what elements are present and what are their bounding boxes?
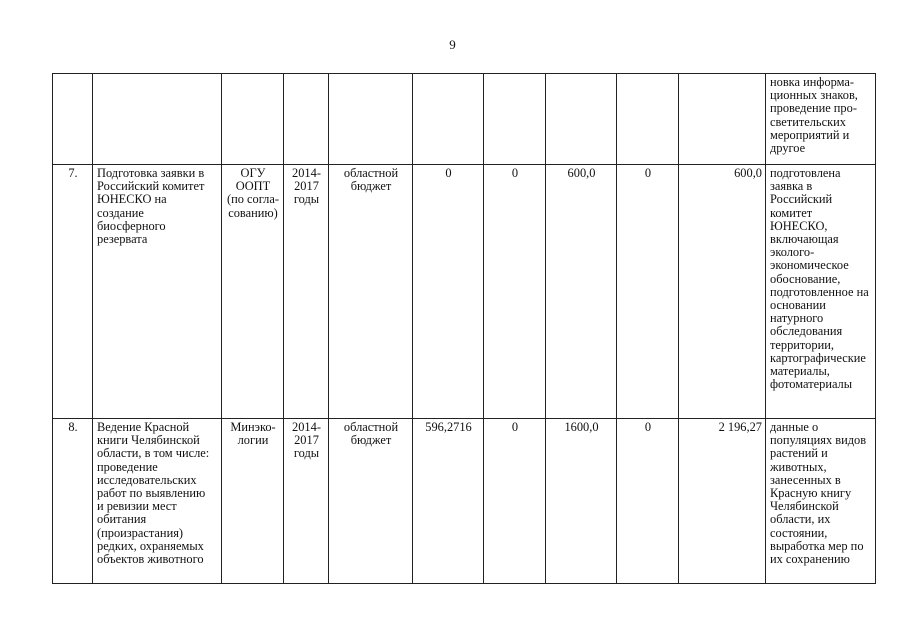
result-line: обследования bbox=[770, 324, 843, 339]
result-line: их сохранению bbox=[770, 552, 850, 567]
table-row-7 bbox=[53, 165, 876, 419]
period-line: 2017 bbox=[294, 433, 319, 448]
period-line: 2017 bbox=[294, 179, 319, 194]
cell-period bbox=[284, 74, 329, 165]
source-line: областной bbox=[343, 166, 399, 180]
result-line: подготовлена bbox=[770, 166, 841, 180]
cell-value-2 bbox=[484, 74, 546, 165]
name-line: создание bbox=[97, 205, 144, 220]
name-line: книги Челябинской bbox=[97, 433, 200, 448]
period-line: 2014- bbox=[292, 420, 321, 434]
name-line: резервата bbox=[97, 232, 148, 247]
result-line: основании bbox=[770, 298, 826, 313]
name-line: ЮНЕСКО на bbox=[97, 192, 167, 207]
result-line: экономическое bbox=[770, 258, 849, 273]
cell-value-1 bbox=[413, 74, 484, 165]
name-line: и ревизии мест bbox=[97, 499, 177, 514]
cell-executor bbox=[222, 165, 284, 419]
result-line: данные о bbox=[770, 420, 819, 434]
source-line: областной bbox=[343, 420, 399, 434]
period-line: годы bbox=[293, 192, 320, 207]
source-line: бюджет bbox=[350, 433, 392, 448]
executor-line: логии bbox=[237, 433, 269, 448]
executor-line: Минэко- bbox=[230, 420, 276, 434]
cell-value-3: 1600,0 bbox=[546, 419, 617, 584]
cell-value-2: 0 bbox=[484, 419, 546, 584]
result-line: новка информа- bbox=[770, 75, 854, 89]
executor-line: ОГУ bbox=[240, 166, 266, 180]
page-number: 9 bbox=[449, 37, 456, 52]
cell-result bbox=[766, 419, 876, 584]
cell-total bbox=[679, 74, 766, 165]
cell-num: 7. bbox=[53, 165, 93, 419]
result-line: подготовленное на bbox=[770, 284, 869, 299]
name-line: объектов животного bbox=[97, 552, 204, 567]
result-line: эколого- bbox=[770, 245, 815, 260]
result-line: выработка мер по bbox=[770, 538, 864, 553]
result-line: обоснование, bbox=[770, 271, 841, 286]
table-row-8 bbox=[53, 419, 876, 584]
period-line: 2014- bbox=[292, 166, 321, 180]
result-line: состоянии, bbox=[770, 525, 828, 540]
name-line: (произрастания) bbox=[97, 525, 184, 540]
cell-value-3: 600,0 bbox=[546, 165, 617, 419]
name-line: биосферного bbox=[97, 218, 166, 233]
cell-total: 2 196,27 bbox=[679, 419, 766, 584]
result-line: территории, bbox=[770, 337, 834, 352]
cell-result bbox=[766, 165, 876, 419]
name-line: редких, охраняемых bbox=[97, 538, 204, 553]
name-line: Подготовка заявки в bbox=[97, 166, 205, 180]
result-line: ЮНЕСКО, bbox=[770, 218, 828, 233]
result-line: комитет bbox=[770, 205, 813, 220]
result-line: занесенных в bbox=[770, 472, 841, 487]
cell-value-1: 0 bbox=[413, 165, 484, 419]
result-line: Красную книгу bbox=[770, 486, 852, 501]
cell-value-4: 0 bbox=[617, 165, 679, 419]
name-line: Российский комитет bbox=[97, 179, 205, 194]
result-line: материалы, bbox=[770, 364, 830, 379]
cell-executor bbox=[222, 419, 284, 584]
cell-period bbox=[284, 165, 329, 419]
table-row-continuation bbox=[53, 74, 876, 165]
result-line: другое bbox=[770, 141, 806, 156]
cell-value-1: 596,2716 bbox=[413, 419, 484, 584]
executor-line: сованию) bbox=[228, 205, 278, 220]
result-line: картографические bbox=[770, 350, 866, 365]
executor-line: ООПТ bbox=[235, 179, 271, 194]
period-line: годы bbox=[293, 446, 320, 461]
cell-executor bbox=[222, 74, 284, 165]
cell-source bbox=[329, 165, 413, 419]
cell-total: 600,0 bbox=[679, 165, 766, 419]
result-line: животных, bbox=[770, 459, 827, 474]
cell-period bbox=[284, 419, 329, 584]
cell-name bbox=[93, 419, 222, 584]
cell-value-2: 0 bbox=[484, 165, 546, 419]
result-line: фотоматериалы bbox=[770, 377, 853, 392]
result-line: Российский bbox=[770, 192, 833, 207]
cell-result bbox=[766, 74, 876, 165]
cell-name bbox=[93, 165, 222, 419]
result-line: области, их bbox=[770, 512, 831, 527]
result-line: Челябинской bbox=[770, 499, 839, 514]
executor-line: (по согла- bbox=[226, 192, 279, 207]
cell-source bbox=[329, 419, 413, 584]
program-table bbox=[52, 73, 876, 584]
result-line: растений и bbox=[770, 446, 828, 461]
result-line: ционных знаков, bbox=[770, 88, 858, 103]
result-line: проведение про- bbox=[770, 101, 857, 116]
name-line: исследовательских bbox=[97, 472, 197, 487]
result-line: заявка в bbox=[770, 179, 813, 194]
cell-num: 8. bbox=[53, 419, 93, 584]
result-line: мероприятий и bbox=[770, 127, 850, 142]
result-line: популяциях видов bbox=[770, 433, 867, 448]
cell-value-3 bbox=[546, 74, 617, 165]
source-line: бюджет bbox=[350, 179, 392, 194]
result-line: натурного bbox=[770, 311, 824, 326]
name-line: области, в том числе: bbox=[97, 446, 210, 461]
cell-source bbox=[329, 74, 413, 165]
cell-value-4 bbox=[617, 74, 679, 165]
name-line: работ по выявлению bbox=[97, 486, 206, 501]
name-line: обитания bbox=[97, 512, 147, 527]
result-line: светительских bbox=[770, 114, 846, 129]
cell-value-4: 0 bbox=[617, 419, 679, 584]
name-line: Ведение Красной bbox=[97, 420, 190, 434]
result-line: включающая bbox=[770, 232, 839, 247]
cell-num bbox=[53, 74, 93, 165]
cell-name bbox=[93, 74, 222, 165]
name-line: проведение bbox=[97, 459, 158, 474]
